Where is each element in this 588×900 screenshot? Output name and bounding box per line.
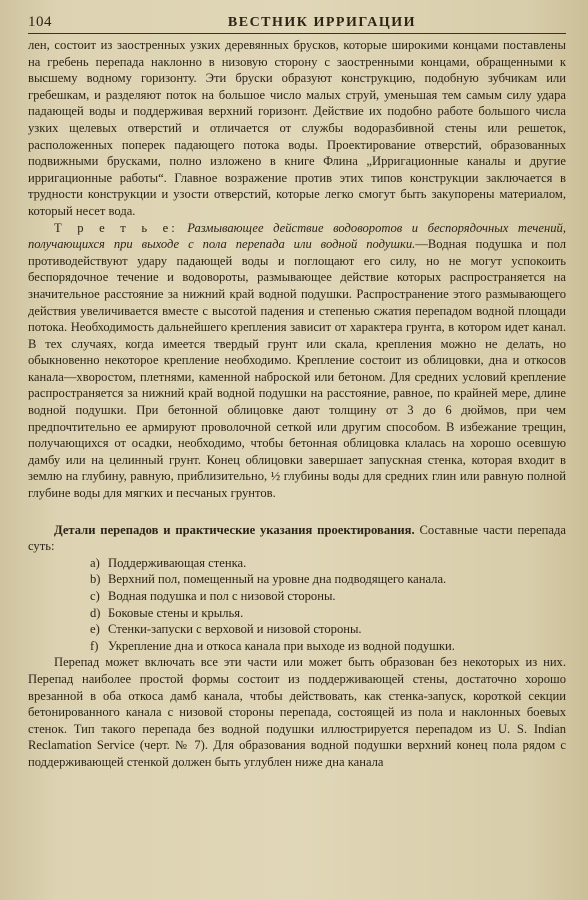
part-item-marker: d) bbox=[90, 605, 101, 620]
part-item bbox=[90, 638, 566, 655]
paragraph-2 bbox=[28, 220, 566, 502]
part-item bbox=[90, 588, 566, 605]
part-item bbox=[90, 621, 566, 638]
journal-title: ВЕСТНИК ИРРИГАЦИИ bbox=[227, 15, 416, 30]
part-item-marker: f) bbox=[90, 638, 99, 653]
paragraph-3: Перепад может включать все эти части или может быть образован без некоторых из них. Перепад наиболее простой формы состоит из поддерживающей стены, достаточно хорошо врезанной в оба откоса дамб канала, чтобы действовать, как стенка-запуск, короткой секции бетонированного канала с низовой стороны перепада, состоящей из пола и наклонных боевых стенок. Тип такого перепада без водной подушки иллюстрируется перепадом из U. S. Indian Reclamation Service (черт. № 7). Для образования водной подушки верхний конец пола рядом с поддерживающей стенкой должен быть углублен ниже дна канала bbox=[28, 655, 566, 769]
part-item bbox=[90, 571, 566, 588]
section-intro bbox=[28, 522, 566, 555]
paragraph-2-lead: Т р е т ь е: bbox=[54, 220, 178, 235]
part-item-marker: a) bbox=[90, 555, 100, 570]
part-item-text: Поддерживающая стенка. bbox=[108, 555, 247, 570]
part-item-marker: e) bbox=[90, 622, 100, 637]
paragraph-2-rest: —Водная подушка и пол противодействуют удару падающей воды и поглощают его силу, но не могут успокоить беспорядочное течение и водовороты, размывающее действие которых распространяется на значительное расстояние за нижний край водной подушки. Распространение этого размывающего действия увеличивается вместе с высотой падения и степенью сжатия перепадом водной площади потока. Необходимость дальнейшего крепления зависит от характера грунта, в котором идет канал. В тех случаях, когда имеется твердый грунт или скала, крепления можно не делать, но обыкновенно некоторое крепление необходимо. Крепление состоит из облицовки, дна и откосов канала—хворостом, плетнями, каменной наброской или бетоном. Для средних условий крепление распространяется за нижний край водной подушки на расстояние, равное, по крайней мере, длине водной подушки. При бетонной облицовке дают толщину от 3 до 6 дюймов, при чем предпочтительно ее армируют проволочной сеткой или другим способом. В избежание трещин, получающихся от осадки, необходимо, чтобы бетонная облицовка клалась на хорошо осевшую дамбу или на целинный грунт. Конец облицовки завершает запускная стенка, которая входит в землю на глубину, равную, приблизительно, ½ глубины воды для средних глин или равную полной глубине воды для мягких и песчаных грунтов. bbox=[28, 237, 566, 501]
part-item-text: Стенки-запуски с верховой и низовой стороны. bbox=[108, 622, 362, 637]
part-item-text: Боковые стены и крылья. bbox=[108, 605, 244, 620]
part-item-marker: b) bbox=[90, 572, 101, 587]
part-item bbox=[90, 555, 566, 572]
parts-list bbox=[28, 555, 566, 655]
part-item-text: Укрепление дна и откоса канала при выходе из водной подушки. bbox=[108, 638, 455, 653]
part-item-marker: c) bbox=[90, 589, 100, 603]
paragraph-1: лен, состоит из заостренных узких деревянных брусков, которые широкими концами поставлены на гребень перепада наклонно в низовую сторону с заостренными концами, обращенными к высшему водному горизонту. Эти бруски образуют конструкцию, подобную зубчикам или гребешкам, и разделяют поток на большое число малых струй, уменьшая тем самым силу удара падающей воды и поддерживая верхний горизонт. Действие их подобно работе большого числа узких щелевых отверстий и отличается от службы водоразбивной стены или решеток, расположенных поперек падающего потока воды. Проектирование отверстий, образованных подвижными брусками, полно изложено в книге Флина „Ирригационные каналы и другие ирригационные работы“. Главное возражение против этих типов конструкции заключается в трудности конструкции и узости отверстий, которые легко смогут быть закупорены материалом, который несет вода. bbox=[28, 38, 566, 218]
paragraph-2-italic: Размывающее действие водоворотов и беспорядочных течений, получающихся при выходе с пола перепада или водной подушки. bbox=[28, 220, 566, 252]
section-heading: Детали перепадов и практические указания проектирования. bbox=[54, 522, 415, 537]
section-intro-text: Составные части перепада суть: bbox=[28, 522, 566, 554]
part-item bbox=[90, 605, 566, 622]
page-number: 104 bbox=[28, 14, 52, 30]
part-item-text: Водная подушка и пол с низовой стороны. bbox=[108, 589, 336, 603]
section-gap bbox=[28, 502, 566, 522]
part-item-text: Верхний пол, помещенный на уровне дна подводящего канала. bbox=[108, 572, 447, 587]
page-header bbox=[28, 14, 566, 34]
